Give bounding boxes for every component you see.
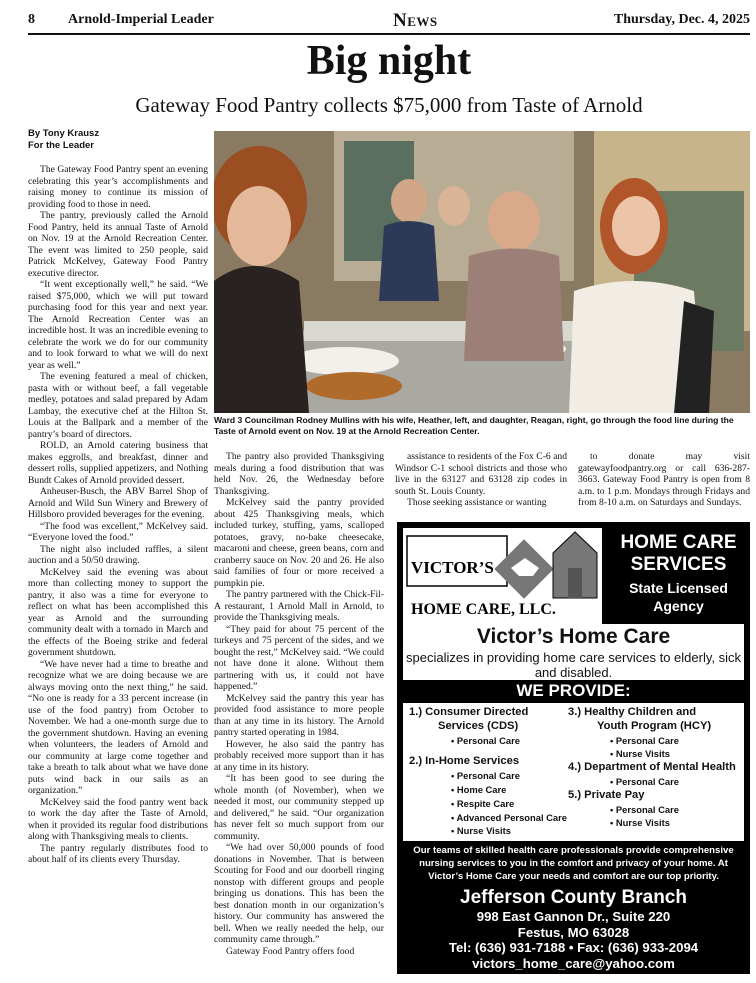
service-heading: 1.) Consumer Directed	[409, 706, 529, 718]
photo-caption: Ward 3 Councilman Rodney Mullins with his wife, Heather, left, and daughter, Reagan, right, go through the food line during the Taste of Arnold event on Nov. 19 at the Arnold Recreation Center.	[214, 415, 734, 436]
service-item: • Nurse Visits	[610, 817, 670, 829]
service-heading: 5.) Private Pay	[568, 788, 645, 801]
page-header	[28, 10, 750, 32]
paragraph: The Gateway Food Pantry spent an evening celebrating this year’s accomplishments and raising money to continue its mission of providing food to those in need.	[28, 164, 208, 210]
paragraph: “We have never had a time to breathe and recognize what we are doing because we are always moving onto the next thing,” he said. “No one is ready for a 33 percent increase (in use of the food pantry) from October to November. We had a one-month surge due to the government shutdown. Having an evening when volunteers, the leaders of Arnold and our community at large come together and take a breath to talk about what we have done puts wind back in our sails as an organization.”	[28, 658, 208, 796]
ad-company-name: Victor’s Home Care	[476, 625, 671, 648]
article-column-2	[214, 451, 384, 974]
ad-services-list	[403, 703, 744, 841]
paragraph: assistance to residents of the Fox C-6 and Windsor C-1 school districts and those who live in the 63127 and 63128 zip codes in south St. Louis County.	[395, 451, 567, 497]
food-line-photo	[214, 131, 750, 413]
paragraph: “They paid for about 75 percent of the turkeys and 75 percent of the sides, and we bought the rest,” McKelvey said. “We could not have done it alone. Without them partnering with us, it could not have happened.”	[214, 623, 384, 692]
service-item: • Personal Care	[610, 775, 679, 787]
paragraph: to donate may visit gatewayfoodpantry.org or call 636-287-3663. Gateway Food Pantry is open from 8 a.m. to 1 p.m. Mondays through Fridays and from 8-10 a.m. on Saturdays and Sundays.	[578, 451, 750, 508]
service-heading: 3.) Healthy Children and	[568, 706, 697, 718]
ad-title: HOME CARE SERVICES	[620, 532, 737, 575]
service-heading: 2.) In-Home Services	[409, 755, 520, 768]
paragraph: However, he also said the pantry has probably received more support than it has at any time in its history.	[214, 738, 384, 773]
headline: Big night	[306, 38, 472, 84]
service-spacer	[409, 747, 571, 755]
victors-home-care-ad	[397, 522, 750, 974]
article-column-4	[578, 451, 750, 511]
paragraph: “It has been good to see during the whole month (of November), when we needed it most, our community stepped up and delivered,” he said. “Our organization has never felt so much support from our community.	[214, 773, 384, 842]
paragraph: ROLD, an Arnold catering business that makes eggrolls, and breakfast, dinner and dessert rolls, supplied appetizers, and Nothing Bundt Cakes of Arnold provided dessert.	[28, 440, 208, 486]
victors-logo-graphic	[403, 528, 602, 624]
ad-name-panel	[403, 624, 744, 680]
service-heading: Services (CDS)	[438, 719, 519, 732]
paragraph: McKelvey said the evening was about more than collecting money to support the pantry, it also was a time for everyone to reflect on what has been accomplished this year as Arnold and the surrounding community dealt with a tornado in March and the effects of the Boeing strike and federal government shutdown.	[28, 566, 208, 658]
paragraph: McKelvey said the pantry provided about 425 Thanksgiving meals, which included turkey, stuffing, yams, scalloped potatoes, gravy, no-bake cheesecake, macaroni and cheese, green beans, corn and cranberry sauce on Nov. 20 and 26. He also said families of four or more received a pumpkin pie.	[214, 497, 384, 589]
ad-we-provide: WE PROVIDE:	[516, 681, 631, 700]
service-item: • Nurse Visits	[610, 748, 670, 760]
logo-text-victors: VICTOR’S	[411, 558, 494, 577]
paragraph: McKelvey said the pantry this year has provided food assistance to more people than at any time in its history. The Arnold pantry started operating in 1984.	[214, 692, 384, 738]
ad-services-left	[409, 706, 571, 838]
paragraph: Anheuser-Busch, the ABV Barrel Shop of Arnold and Wild Sun Winery and Brewery of Hillsboro provided beverages for the evening.	[28, 486, 208, 520]
logo-text-home-care: HOME CARE, LLC.	[411, 601, 556, 618]
service-item: • Personal Care	[610, 803, 679, 815]
paragraph: The pantry, previously called the Arnold Food Pantry, held its annual Taste of Arnold on Nov. 19 at the Arnold Recreation Center. The event was limited to 250 people, said Patrick McKelvey, Gateway Food Pantry executive director.	[28, 210, 208, 279]
service-item: • Personal Care	[610, 734, 679, 746]
paragraph: Those seeking assistance or wanting	[407, 497, 547, 508]
paragraph: The evening featured a meal of chicken, pasta with or without beef, a fall vegetable medley, potatoes and salad prepared by Adam Lambay, the executive chef at the Hilton St. Louis at the Ballpark and a member of the pantry’s board of directors.	[28, 371, 208, 440]
header-rule	[28, 33, 750, 35]
issue-date: Thursday, Dec. 4, 2025	[613, 12, 750, 27]
ad-subtitle: State Licensed Agency	[629, 580, 728, 614]
ad-services-right	[568, 706, 744, 830]
paragraph: The pantry regularly distributes food to about half of its clients every Thursday.	[28, 842, 208, 865]
paragraph: “The food was excellent,” McKelvey said. “Everyone loved the food.”	[28, 520, 208, 543]
byline-role: For the Leader	[28, 140, 94, 151]
service-item: • Personal Care	[451, 770, 520, 782]
paragraph: “It went exceptionally well,” he said. “We raised $75,000, which we will put toward purchasing food for this year and next year. The Arnold Recreation Center was an incredible host. It was an incredible evening to celebrate the work we do for our community and to look forward to what we will do next year as well.”	[28, 279, 208, 371]
paragraph: The pantry partnered with the Chick-Fil-A restaurant, 1 Arnold Mall in Arnold, to provide the Thanksgiving meals.	[214, 589, 384, 623]
paragraph: The pantry also provided Thanksgiving meals during a food distribution that was held Nov. 26, the Wednesday before Thanksgiving.	[214, 451, 384, 497]
service-heading: 4.) Department of Mental Health	[568, 761, 736, 774]
service-item: • Respite Care	[451, 797, 515, 809]
paragraph: McKelvey said the food pantry went back to work the day after the Taste of Arnold, when it provided its regular food distributions along with Thanksgiving meals to clients.	[28, 796, 208, 842]
ad-phone-fax: Tel: (636) 931-7188 • Fax: (636) 933-2094	[448, 940, 699, 955]
section-name: News	[393, 10, 438, 31]
service-item: • Home Care	[451, 783, 507, 795]
ad-branch: Jefferson County Branch	[460, 887, 687, 908]
publication-name: Arnold-Imperial Leader	[68, 12, 214, 27]
paragraph: “We had over 50,000 pounds of food donations in November. That is between Scouting for Food and our doorbell ringing nonstop with different groups and people bringing us donations. This has been the best donation month in our organization’s history. Our community has answered the bell. When we really needed the help, our community came through.”	[214, 842, 384, 945]
ad-address-line-2: Festus, MO 63028	[517, 924, 630, 940]
paragraph: Gateway Food Pantry offers food	[226, 945, 355, 957]
service-item: • Nurse Visits	[451, 825, 511, 837]
article-column-3	[395, 451, 567, 511]
ad-specializes: specializes in providing home care services to elderly, sick and disabled.	[405, 650, 741, 680]
ad-address-line-1: 998 East Gannon Dr., Suite 220	[476, 909, 671, 924]
service-heading: Youth Program (HCY)	[597, 719, 712, 732]
service-item: • Advanced Personal Care	[451, 811, 568, 823]
ad-footer-text: Our teams of skilled health care professionals provide comprehensive nursing services to you in the comfort and privacy of your home. At Victor’s Home Care your needs and comfort are our top priority.	[413, 845, 734, 882]
page-number: 8	[28, 12, 35, 27]
ad-email: victors_home_care@yahoo.com	[472, 955, 675, 971]
ad-contact	[397, 909, 750, 971]
article-column-1	[28, 164, 208, 974]
byline-name: By Tony Krausz	[28, 128, 100, 139]
service-item: • Personal Care	[451, 734, 520, 746]
byline	[28, 128, 208, 152]
paragraph: The night also included raffles, a silent auction and a 50/50 drawing.	[28, 543, 208, 566]
deck-headline: Gateway Food Pantry collects $75,000 from Taste of Arnold	[135, 93, 643, 117]
photo-illustration	[214, 131, 750, 413]
